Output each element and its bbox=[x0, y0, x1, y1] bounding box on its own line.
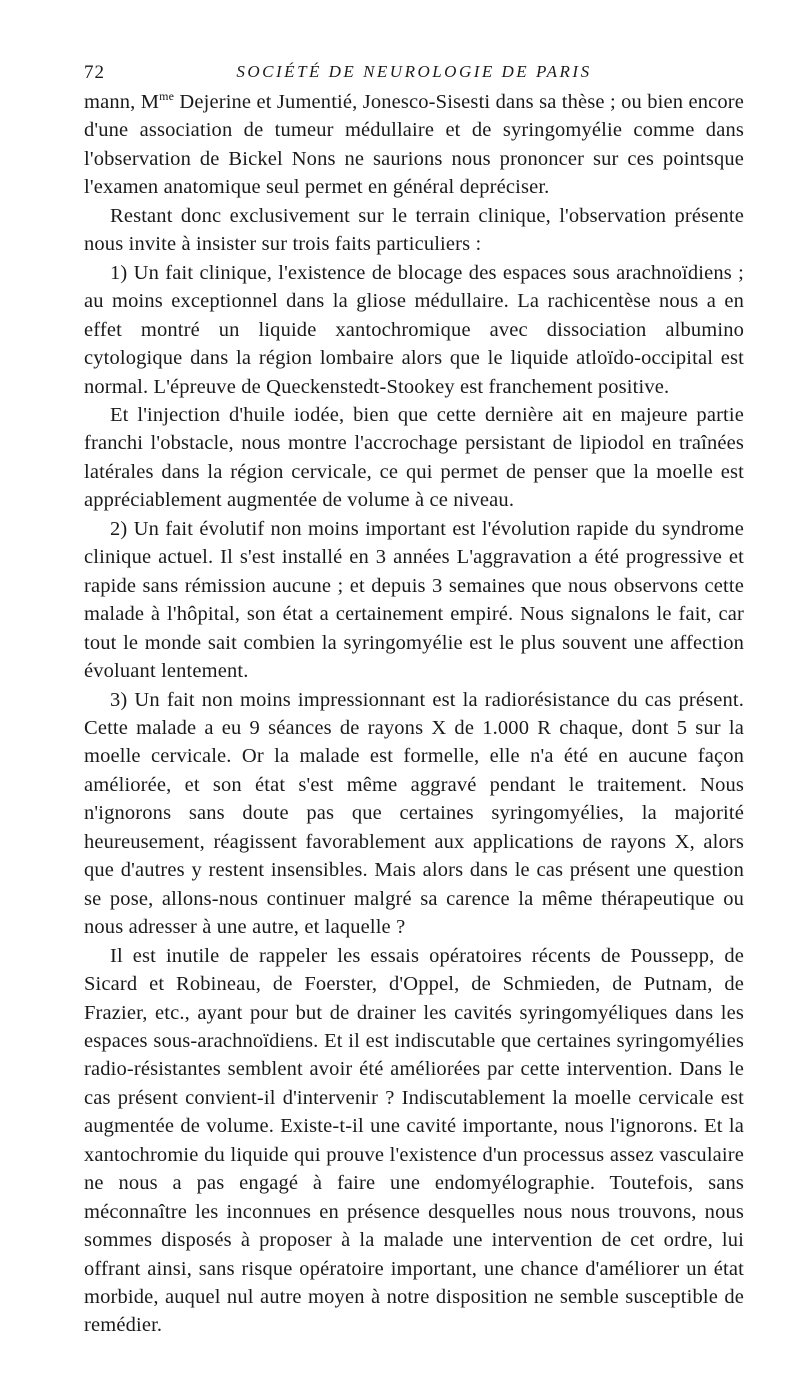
document-page bbox=[84, 62, 744, 1340]
running-title: SOCIÉTÉ DE NEUROLOGIE DE PARIS bbox=[236, 62, 592, 81]
page-number: 72 bbox=[84, 62, 105, 83]
paragraph-point-2: 2) Un fait évolutif non moins important est l'évolution rapide du syndrome clinique actuel. Il s'est installé en 3 années L'aggravation a été progressive et rapide sans rémission aucune ; et depuis 3 semaines que nous observons cette malade à l'hôpital, son état a certainement empiré. Nous signalons le fait, car tout le monde sait combien la syringomyélie est le plus souvent une affection évoluant lentement. bbox=[84, 517, 744, 683]
paragraph-text: Dejerine et Jumentié, Jonesco-Sisesti dans sa thèse ; ou bien encore d'une association de tumeur médullaire et de syringomyélie comme dans l'observation de Bickel Nons ne saurions nous prononcer sur ces pointsque l'examen anatomique seul permet en général depréciser. bbox=[84, 91, 744, 199]
paragraph-text: mann, M bbox=[84, 91, 160, 113]
paragraph-point-3: 3) Un fait non moins impressionnant est la radiorésistance du cas présent. Cette malade a eu 9 séances de rayons X de 1.000 R chaque, dont 5 sur la moelle cervicale. Or la malade est formelle, elle n'a été en aucune façon améliorée, et son état s'est même aggravé pendant le traitement. Nous n'ignorons sans doute pas que certaines syringomyélies, la majorité heureusement, réagissent favorablement aux applications de rayons X, alors que d'autres y restent insensibles. Mais alors dans le cas présent une question se pose, allons-nous continuer malgré sa carence la même thérapeutique ou nous adresser à une autre, et laquelle ? bbox=[84, 688, 744, 939]
paragraph: Il est inutile de rappeler les essais opératoires récents de Poussepp, de Sicard et Robineau, de Foerster, d'Oppel, de Schmieden, de Putnam, de Frazier, etc., ayant pour but de drainer les cavités syringomyéliques dans les espaces sous-arachnoïdiens. Et il est indiscutable que certaines syringomyélies radio-résistantes semblent avoir été améliorées par cette intervention. Dans le cas présent convient-il d'intervenir ? Indiscutablement la moelle cervicale est augmentée de volume. Existe-t-il une cavité importante, nous l'ignorons. Et la xantochromie du liquide qui prouve l'existence d'un processus assez vasculaire ne nous a pas engagé à faire une endomyélographie. Toutefois, sans méconnaître les inconnues en présence desquelles nous nous trouvons, nous sommes disposés à proposer à la malade une intervention de cet ordre, lui offrant ainsi, sans risque opératoire important, une chance d'améliorer un état morbide, auquel nul autre moyen à notre disposition ne semble susceptible de remédier. bbox=[84, 944, 744, 1337]
body-text bbox=[84, 88, 744, 1340]
paragraph-point-1: 1) Un fait clinique, l'existence de blocage des espaces sous arachnoïdiens ; au moins exceptionnel dans la gliose médullaire. La rachicentèse nous a en effet montré un liquide xantochromique avec dissociation albumino cytologique dans la région lombaire alors que le liquide atloïdo-occipital est normal. L'épreuve de Queckenstedt-Stookey est franchement positive. bbox=[84, 261, 744, 398]
paragraph: Et l'injection d'huile iodée, bien que cette dernière ait en majeure partie franchi l'obstacle, nous montre l'accrochage persistant de lipiodol en traînées latérales dans la région cervicale, ce qui permet de penser que la moelle est appréciablement augmentée de volume à ce niveau. bbox=[84, 403, 744, 512]
paragraph: Restant donc exclusivement sur le terrain clinique, l'observation présente nous invite à insister sur trois faits particuliers : bbox=[84, 204, 744, 256]
running-header bbox=[84, 62, 744, 86]
superscript-abbreviation: me bbox=[159, 89, 175, 103]
paragraph-continuation bbox=[84, 88, 744, 202]
